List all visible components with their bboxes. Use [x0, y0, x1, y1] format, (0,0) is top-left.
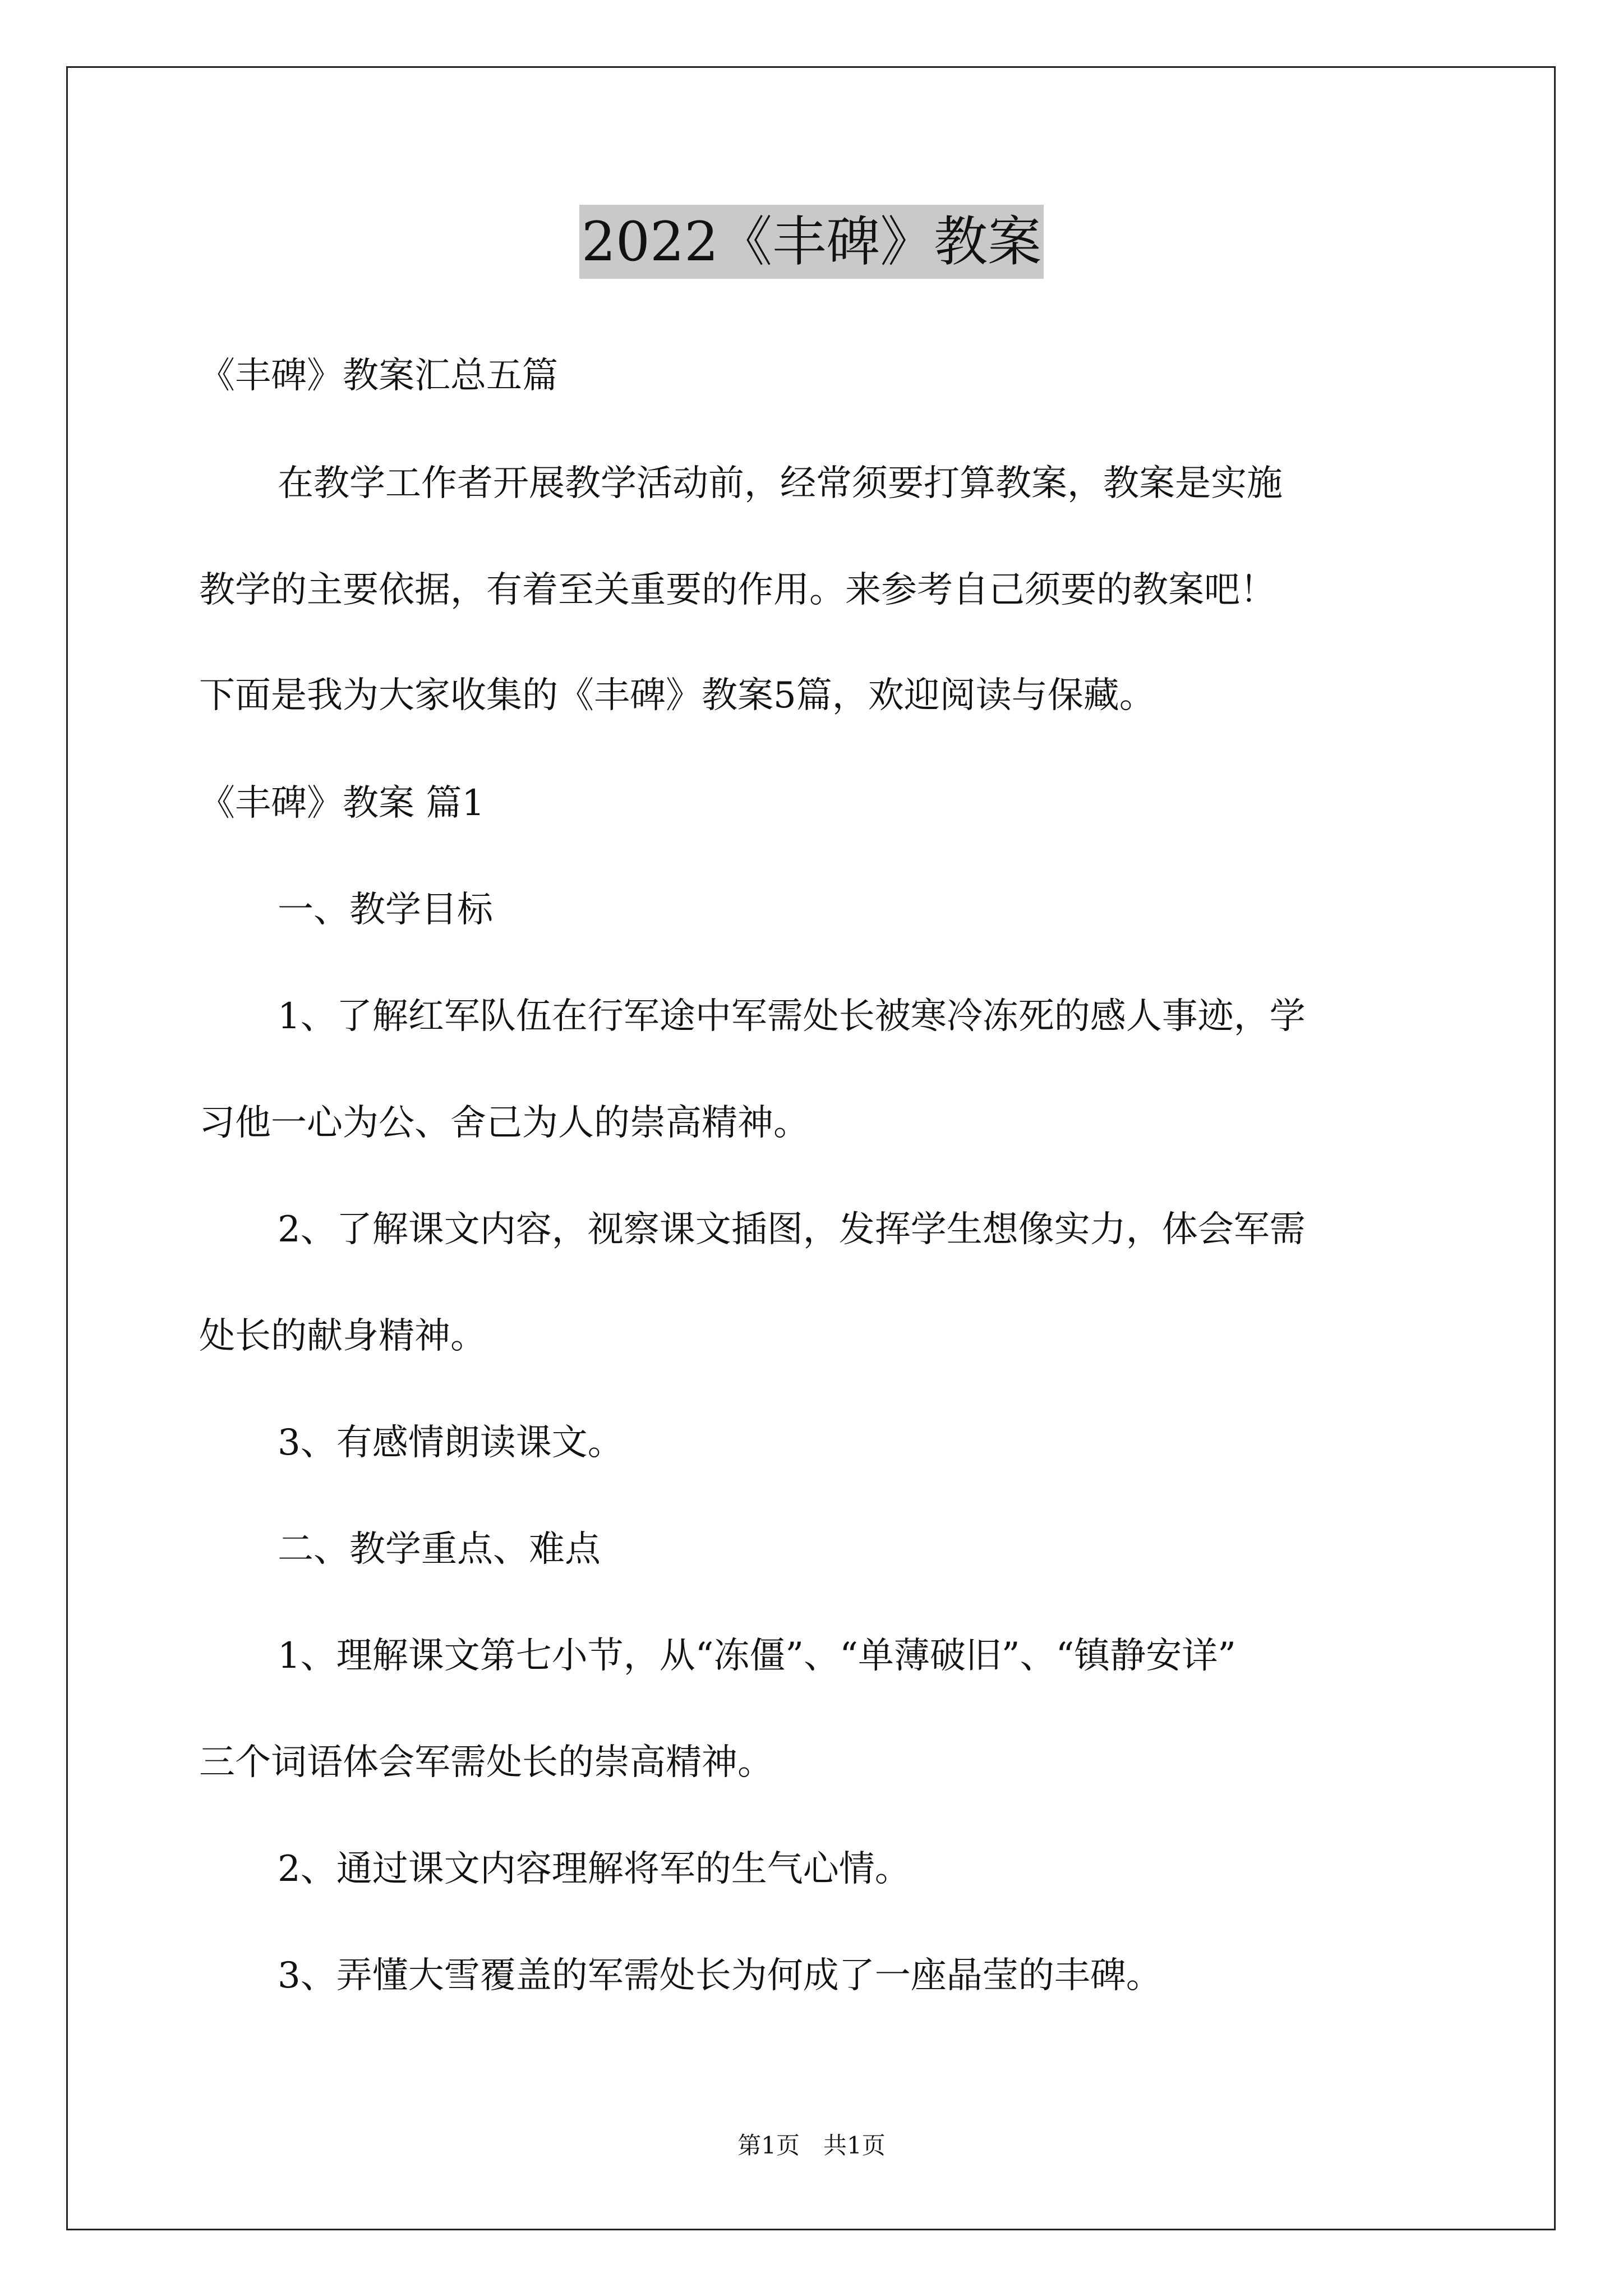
- paragraph-line: 1、了解红军队伍在行军途中军需处长被寒冷冻死的感人事迹，学: [278, 996, 1306, 1037]
- paragraph-line: 2、通过课文内容理解将军的生气心情。: [278, 1848, 911, 1890]
- subsection-heading: 二、教学重点、难点: [278, 1529, 601, 1570]
- paragraph-line: 习他一心为公、舍己为人的崇高精神。: [199, 1102, 809, 1144]
- paragraph-line: 2、了解课文内容，视察课文插图，发挥学生想像实力，体会军需: [278, 1209, 1306, 1250]
- section-heading: 《丰碑》教案 篇1: [199, 783, 485, 824]
- paragraph-line: 3、有感情朗读课文。: [278, 1422, 624, 1464]
- title-container: [0, 205, 1623, 279]
- paragraph-line: 处长的献身精神。: [199, 1315, 486, 1357]
- subsection-heading: 一、教学目标: [278, 889, 493, 931]
- document-title: 2022《丰碑》教案: [579, 205, 1044, 279]
- paragraph-line: 在教学工作者开展教学活动前，经常须要打算教案，教案是实施: [278, 463, 1283, 504]
- paragraph-line: 教学的主要依据，有着至关重要的作用。来参考自己须要的教案吧！: [199, 569, 1276, 611]
- paragraph-line: 下面是我为大家收集的《丰碑》教案5篇，欢迎阅读与保藏。: [199, 675, 1155, 716]
- paragraph-line: 3、弄懂大雪覆盖的军需处长为何成了一座晶莹的丰碑。: [278, 1955, 1162, 1996]
- page-footer: 第1页 共1页: [737, 2132, 886, 2159]
- paragraph-line: 1、理解课文第七小节，从“冻僵”、“单薄破旧”、“镇静安详”: [278, 1635, 1237, 1677]
- paragraph-line: 三个词语体会军需处长的崇高精神。: [199, 1742, 773, 1783]
- document-subtitle: 《丰碑》教案汇总五篇: [199, 355, 558, 397]
